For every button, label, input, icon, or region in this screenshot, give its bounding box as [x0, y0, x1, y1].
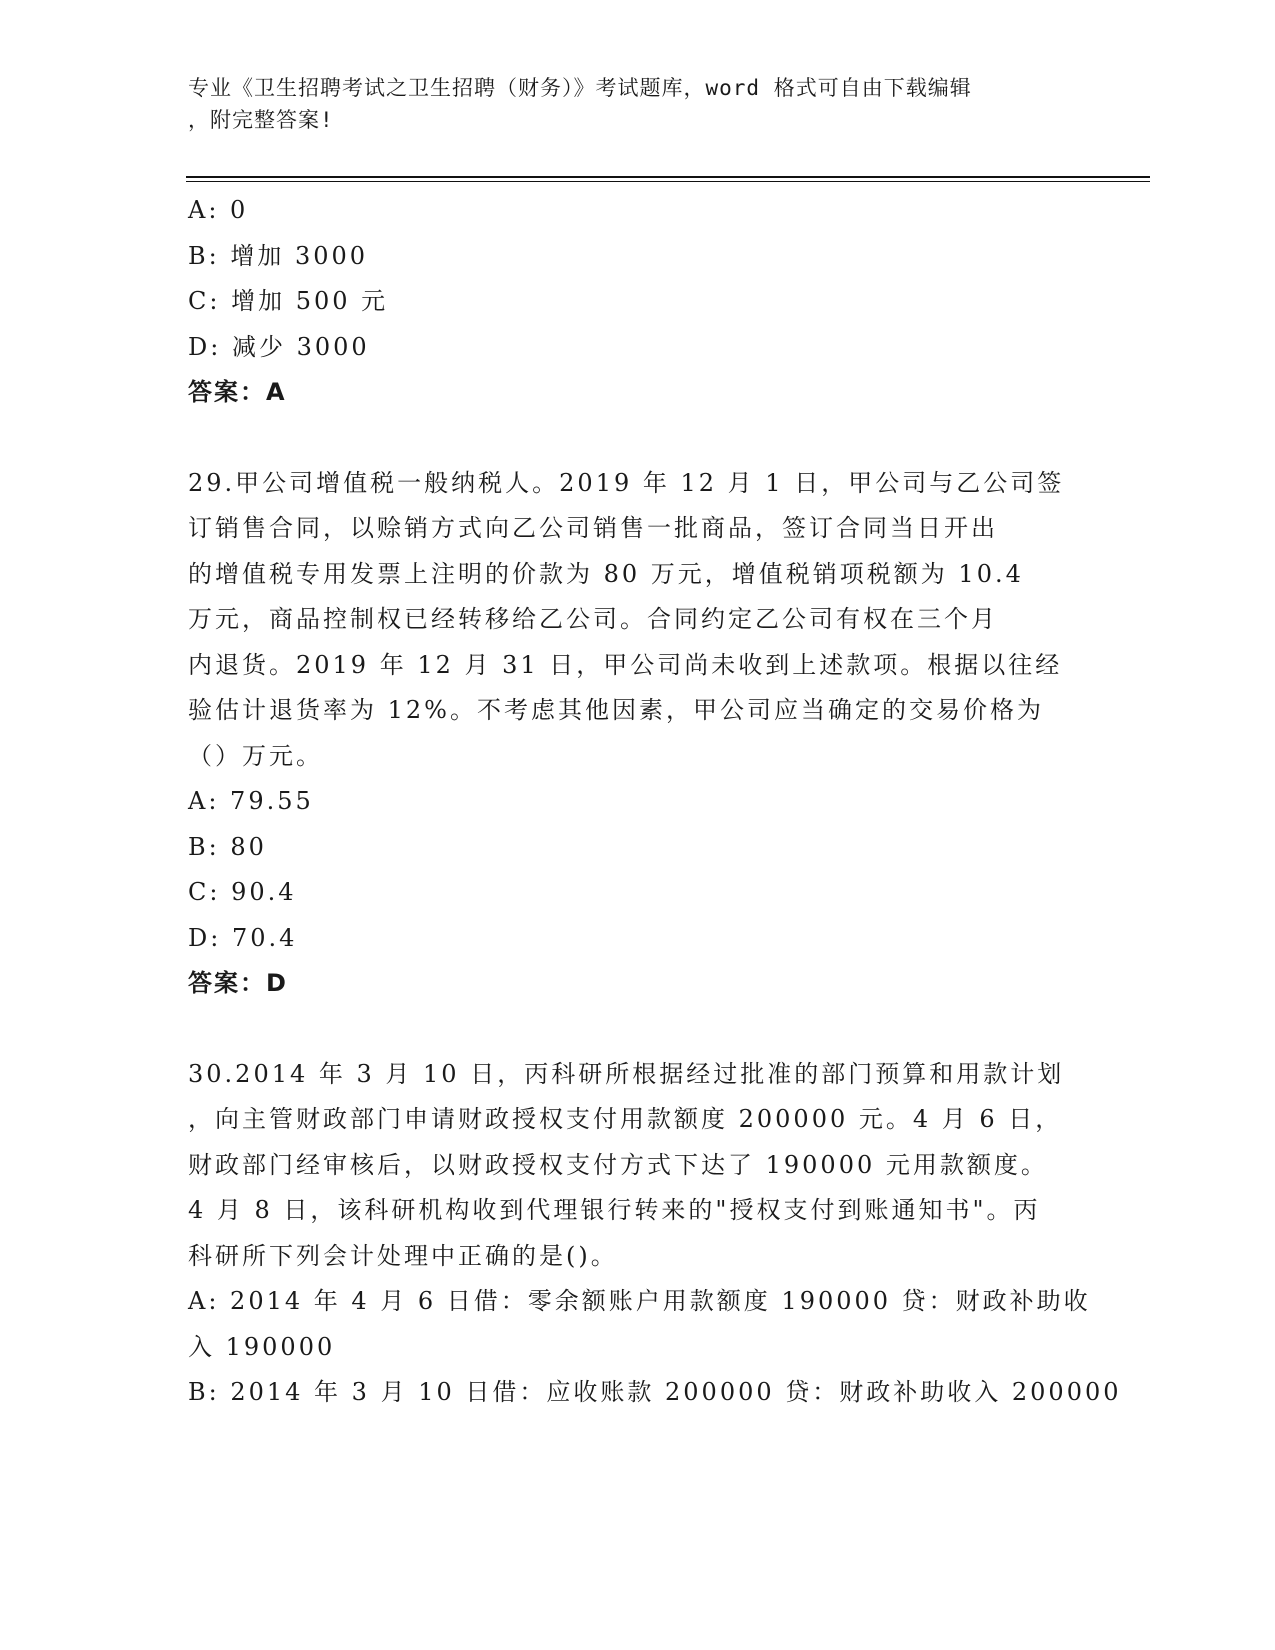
option-a-continued: 入 190000 [188, 1332, 336, 1361]
question-text-line: 的增值税专用发票上注明的价款为 80 万元，增值税销项税额为 10.4 [188, 559, 1024, 588]
question-text-line: 科研所下列会计处理中正确的是()。 [188, 1241, 618, 1270]
question-text-line: ，向主管财政部门申请财政授权支付用款额度 200000 元。4 月 6 日， [188, 1105, 1063, 1133]
question-text-line: 验估计退货率为 12%。不考虑其他因素，甲公司应当确定的交易价格为 [188, 696, 1044, 724]
question-text-line: 30.2014 年 3 月 10 日，丙科研所根据经过批准的部门预算和用款计划 [188, 1059, 1065, 1088]
option-b: B: 增加 3000 [188, 241, 369, 270]
header-divider-thin [186, 181, 1150, 182]
option-d: D: 减少 3000 [188, 332, 370, 361]
question-text-line: 万元，商品控制权已经转移给乙公司。合同约定乙公司有权在三个月 [188, 605, 998, 633]
option-b: B: 2014 年 3 月 10 日借：应收账款 200000 贷：财政补助收入 200000 [188, 1378, 1122, 1406]
question-29 [188, 461, 1088, 1007]
question-text-line: 内退货。2019 年 12 月 31 日，甲公司尚未收到上述款项。根据以往经 [188, 650, 1063, 679]
header-line-2: ，附完整答案! [188, 108, 334, 132]
document-body [188, 188, 1122, 1416]
option-c: C: 增加 500 元 [188, 287, 389, 315]
answer-label: 答案：D [188, 969, 288, 997]
question-text-line: 29.甲公司增值税一般纳税人。2019 年 12 月 1 日，甲公司与乙公司签 [188, 468, 1065, 497]
option-d: D: 70.4 [188, 923, 298, 952]
question-28-remainder [188, 188, 1088, 416]
option-a: A: 79.55 [188, 787, 314, 815]
question-30 [188, 1052, 1122, 1416]
option-a: A: 2014 年 4 月 6 日借：零余额账户用款额度 190000 贷：财政补助收 [188, 1287, 1091, 1315]
question-text-line: 财政部门经审核后，以财政授权支付方式下达了 190000 元用款额度。 [188, 1150, 1048, 1179]
question-text-line: 4 月 8 日，该科研机构收到代理银行转来的"授权支付到账通知书"。丙 [188, 1196, 1041, 1224]
question-text-line: （）万元。 [188, 741, 323, 770]
option-a: A: 0 [188, 196, 249, 224]
option-c: C: 90.4 [188, 878, 297, 906]
header-divider-thick [186, 176, 1150, 178]
question-text-line: 订销售合同，以赊销方式向乙公司销售一批商品，签订合同当日开出 [188, 514, 998, 542]
header-line-1: 专业《卫生招聘考试之卫生招聘（财务）》考试题库，word 格式可自由下载编辑 [188, 76, 972, 100]
answer-label: 答案：A [188, 378, 287, 406]
option-b: B: 80 [188, 832, 267, 861]
document-header [188, 72, 1068, 136]
